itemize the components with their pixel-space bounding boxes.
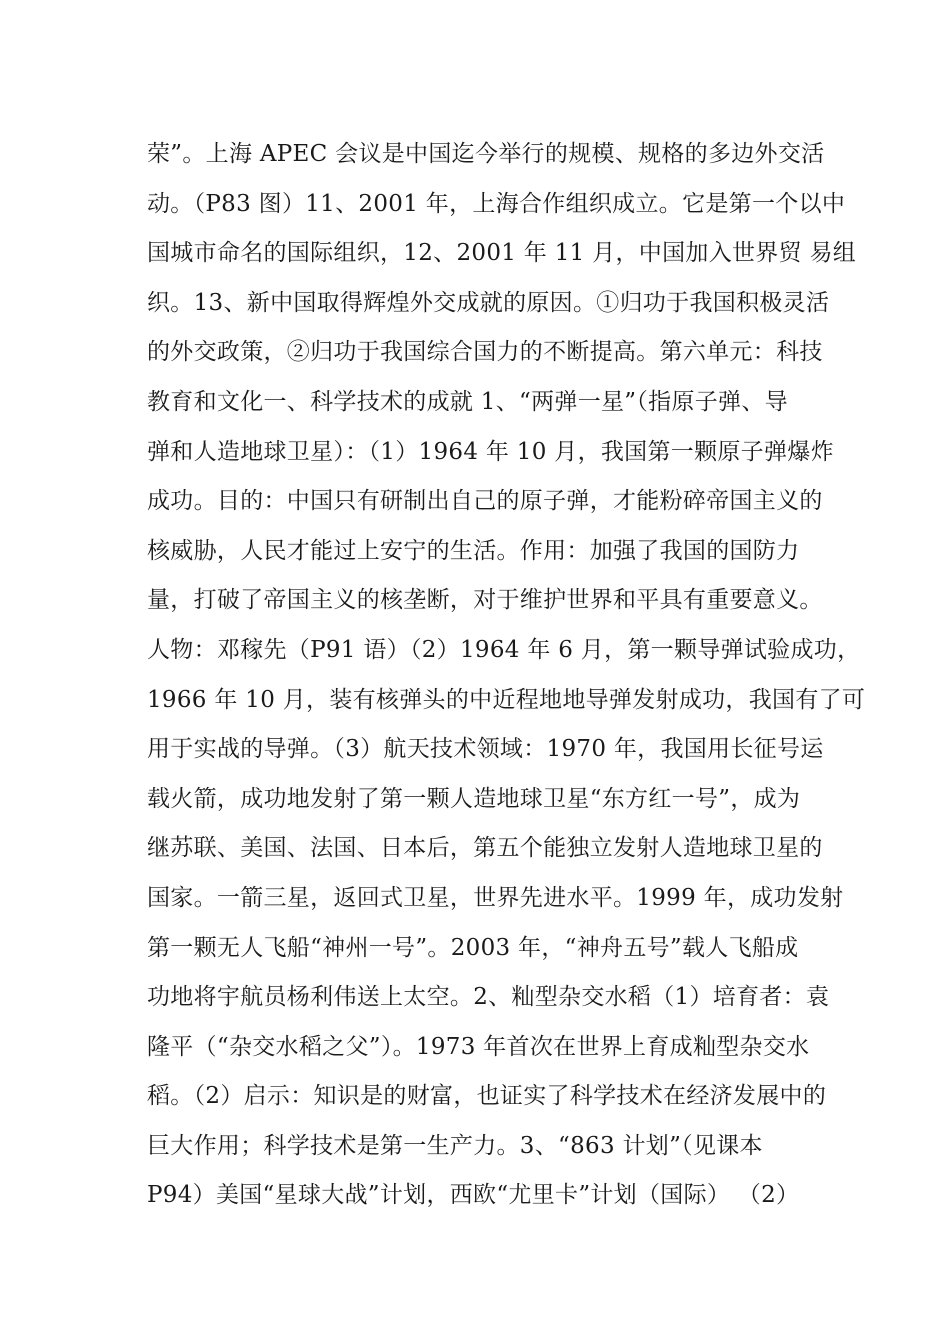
text-line: 国城市命名的国际组织，12、2001 年 11 月，中国加入世界贸 易组 bbox=[147, 240, 857, 267]
text-line: 国家。一箭三星，返回式卫星，世界先进水平。1999 年，成功发射 bbox=[147, 884, 844, 911]
text-line: 成功。目的：中国只有研制出自己的原子弹，才能粉碎帝国主义的 bbox=[147, 488, 823, 515]
text-line: 人物：邓稼先（P91 语）（2）1964 年 6 月，第一颗导弹试验成功， bbox=[147, 636, 861, 663]
text-line: 量，打破了帝国主义的核垄断，对于维护世界和平具有重要意义。 bbox=[147, 587, 823, 614]
text-line: 功地将宇航员杨利伟送上太空。2、籼型杂交水稻（1）培育者：袁 bbox=[147, 984, 830, 1011]
text-line: 1966 年 10 月，装有核弹头的中近程地地导弹发射成功，我国有了可 bbox=[147, 686, 866, 713]
text-line: 隆平（“杂交水稻之父”）。1973 年首次在世界上育成籼型杂交水 bbox=[147, 1033, 810, 1060]
text-line: 织。13、新中国取得辉煌外交成就的原因。①归功于我国积极灵活 bbox=[147, 289, 830, 316]
text-line: 教育和文化一、科学技术的成就 1、“两弹一星”（指原子弹、导 bbox=[147, 388, 788, 415]
document-body bbox=[147, 130, 866, 1221]
text-line: 的外交政策，②归功于我国综合国力的不断提高。第六单元：科技 bbox=[147, 339, 823, 366]
text-line: 载火箭，成功地发射了第一颗人造地球卫星“东方红一号”，成为 bbox=[147, 785, 801, 812]
text-line: 荣”。上海 APEC 会议是中国迄今举行的规模、规格的多边外交活 bbox=[147, 141, 825, 167]
text-line: 巨大作用；科学技术是第一生产力。3、“863 计划”（见课本 bbox=[147, 1132, 763, 1159]
text-line: 用于实战的导弹。（3）航天技术领域：1970 年，我国用长征号运 bbox=[147, 736, 824, 763]
text-line: 弹和人造地球卫星）：（1）1964 年 10 月，我国第一颗原子弹爆炸 bbox=[147, 438, 834, 465]
text-line: 稻。（2）启示：知识是的财富，也证实了科学技术在经济发展中的 bbox=[147, 1083, 827, 1110]
text-line: 第一颗无人飞船“神州一号”。2003 年，“神舟五号”载人飞船成 bbox=[147, 934, 799, 961]
text-line: 继苏联、美国、法国、日本后，第五个能独立发射人造地球卫星的 bbox=[147, 835, 823, 862]
text-line: P94）美国“星球大战”计划，西欧“尤里卡”计划（国际） （2） bbox=[147, 1182, 800, 1209]
text-line: 动。（P83 图）11、2001 年，上海合作组织成立。它是第一个以中 bbox=[147, 190, 846, 217]
text-line: 核威胁，人民才能过上安宁的生活。作用：加强了我国的国防力 bbox=[147, 537, 800, 564]
